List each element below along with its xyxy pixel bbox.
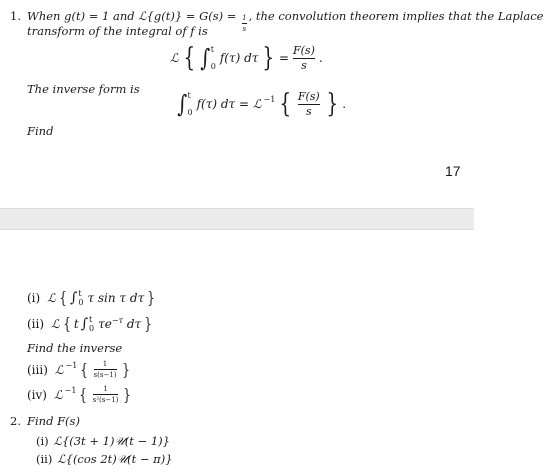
item-1-text-a: When g(t) = 1 and	[27, 9, 139, 23]
exponent: −τ	[111, 316, 123, 325]
item-2-part-ii	[36, 452, 173, 466]
part-expression: ℒ{(cos 2t)𝒰(t − π)}	[57, 452, 173, 466]
integral-limits	[78, 289, 83, 307]
textbook-page-bottom	[0, 230, 474, 475]
integral-sign: ∫	[200, 44, 211, 72]
integrand-base: τe	[98, 317, 112, 331]
integral-sign: ∫	[70, 289, 78, 306]
laplace-symbol: ℒ	[170, 51, 179, 65]
exercise-iii	[27, 360, 131, 379]
inverse-form-label: The inverse form is	[27, 82, 140, 96]
upper-limit: t	[210, 45, 214, 54]
factor-t: t	[73, 316, 79, 331]
exercise-label: (i)	[27, 290, 41, 305]
find-inverse-label: Find the inverse	[27, 341, 123, 355]
integrand: τ sin τ dτ	[87, 290, 145, 305]
upper-limit: t	[187, 91, 191, 100]
equation-inverse-form	[176, 90, 346, 118]
upper-limit: t	[89, 314, 93, 324]
item-2-text: Find F(s)	[27, 414, 80, 428]
inverse-exponent: −1	[263, 94, 276, 104]
fraction-numerator: F(s)	[297, 89, 320, 103]
exercise-label: (iii)	[27, 362, 48, 377]
right-brace: }	[123, 385, 132, 404]
integral-limits	[89, 315, 94, 333]
part-label: (i)	[36, 434, 49, 448]
item-1-number: 1.	[10, 9, 21, 23]
lower-limit: 0	[210, 62, 216, 71]
upper-limit: t	[78, 288, 82, 298]
laplace-symbol: ℒ	[138, 9, 147, 23]
fraction-denominator: s	[301, 58, 307, 72]
fraction-denominator: s²(s−1)	[92, 396, 119, 404]
f-over-s-fraction	[298, 91, 320, 118]
exercise-i	[27, 288, 156, 307]
find-label: Find	[27, 124, 54, 138]
left-brace: {	[80, 360, 89, 379]
exercise-label: (ii)	[27, 316, 45, 331]
item-1-line-2: transform of the integral of f is	[27, 24, 208, 38]
exercise-iv	[27, 385, 133, 404]
item-2-part-i	[36, 434, 170, 448]
left-brace: {	[59, 288, 67, 307]
laplace-symbol: ℒ	[47, 290, 56, 305]
left-brace: {	[79, 385, 88, 404]
fraction-numerator: 1	[242, 14, 247, 22]
fraction-denominator: s	[305, 104, 312, 118]
laplace-symbol: ℒ	[54, 362, 64, 377]
fraction-numerator: F(s)	[293, 43, 315, 57]
integral-sign: ∫	[80, 315, 89, 332]
right-brace: }	[121, 360, 130, 379]
right-brace: }	[147, 288, 156, 307]
left-brace: {	[279, 89, 292, 119]
item-1-text-c: , the convolution theorem implies that the Laplace	[248, 9, 544, 23]
period: .	[342, 97, 347, 111]
right-brace: }	[326, 89, 338, 119]
laplace-symbol: ℒ	[53, 387, 63, 402]
integral-sign: ∫	[177, 90, 188, 118]
item-2-number: 2.	[10, 414, 21, 428]
f-over-s-fraction	[293, 45, 315, 72]
textbook-page-top	[0, 0, 544, 208]
integrand: f(τ) dτ	[219, 51, 259, 65]
lower-limit: 0	[78, 297, 84, 307]
inverse-exponent: −1	[65, 361, 78, 370]
period: .	[318, 51, 323, 65]
right-brace: }	[144, 314, 153, 333]
one-over-s-fraction	[242, 14, 246, 33]
page-number: 17	[445, 163, 461, 179]
laplace-symbol: ℒ	[51, 316, 60, 331]
integrand: f(τ) dτ = ℒ	[196, 97, 262, 111]
part-expression: ℒ{(3t + 1)𝒰(t − 1)}	[53, 434, 170, 448]
lower-limit: 0	[187, 108, 193, 117]
fraction-numerator: 1	[103, 385, 108, 393]
item-1-text-b: {g(t)} = G(s) =	[146, 9, 241, 23]
integrand	[98, 316, 141, 331]
fraction-denominator: s	[242, 25, 247, 33]
integral-limits	[188, 91, 193, 117]
fraction-denominator: s(s−1)	[93, 371, 117, 379]
equals-sign: =	[278, 51, 289, 65]
fraction	[94, 360, 117, 379]
right-brace: }	[262, 43, 275, 73]
integrand-tail: dτ	[123, 317, 142, 331]
lower-limit: 0	[89, 323, 95, 333]
part-label: (ii)	[36, 452, 53, 466]
page-separator	[0, 208, 474, 230]
inverse-exponent: −1	[64, 386, 77, 395]
left-brace: {	[62, 314, 71, 333]
left-brace: {	[183, 43, 195, 73]
fraction-numerator: 1	[102, 360, 108, 368]
exercise-label: (iv)	[27, 387, 47, 402]
fraction	[93, 385, 119, 404]
equation-laplace-integral	[170, 44, 323, 72]
exercise-ii	[27, 314, 153, 333]
integral-limits	[211, 45, 216, 71]
